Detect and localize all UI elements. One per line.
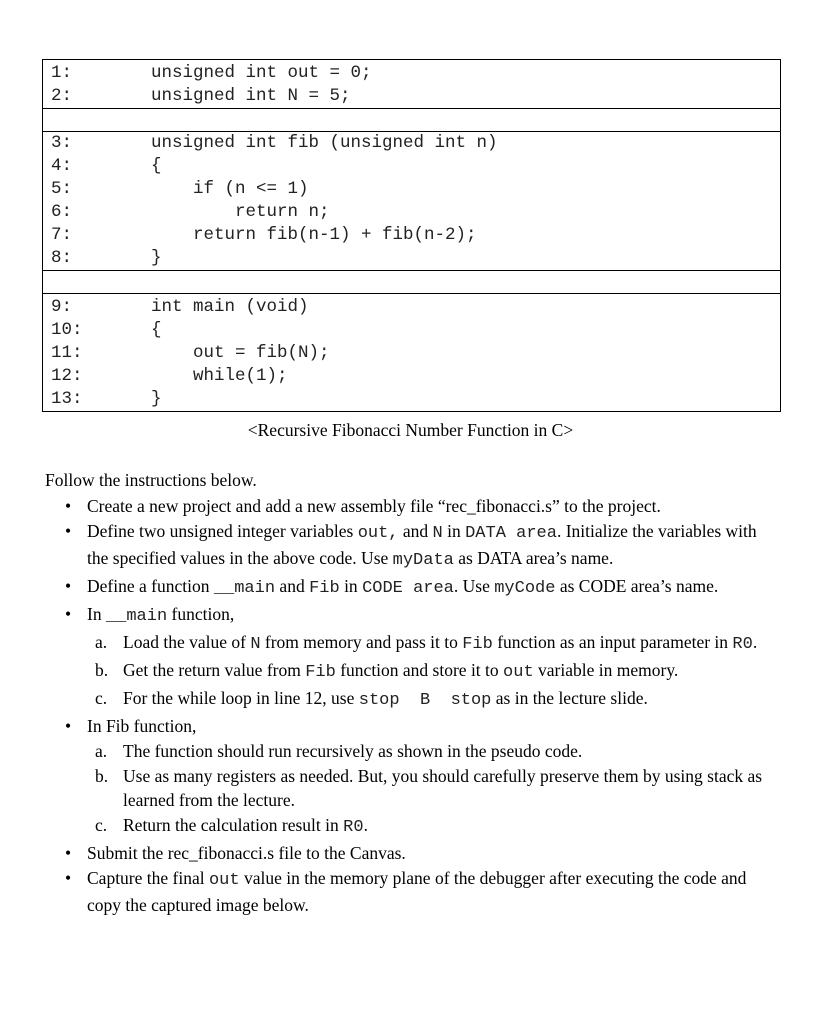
instruction-item: • Submit the rec_fibonacci.s file to the Canvas. xyxy=(65,843,406,863)
figure-caption: <Recursive Fibonacci Number Function in C> xyxy=(247,420,574,440)
instruction-item: • Define a function __main and Fib in CODE area. Use myCode as CODE area’s name. xyxy=(65,576,719,598)
instruction-item: • Define two unsigned integer variables out, and N in DATA area. Initialize the variables with the specified values in the above code. Use myData as DATA area’s name. xyxy=(65,521,757,570)
code-divider xyxy=(43,293,780,294)
code-divider xyxy=(43,270,780,271)
bullet-icon: • xyxy=(65,576,72,596)
instruction-subitem: a. Load the value of N from memory and pass it to Fib function as an input parameter in R0. xyxy=(95,632,758,654)
instruction-subitem: c. For the while loop in line 12, use stop B stop as in the lecture slide. xyxy=(95,688,648,710)
bullet-icon: • xyxy=(65,843,72,863)
instruction-item: • Capture the final out value in the memory plane of the debugger after executing the code and copy the captured image below. xyxy=(65,868,747,915)
instruction-item: • In __main function, xyxy=(65,604,235,626)
instruction-subitem: c. Return the calculation result in R0. xyxy=(95,815,368,837)
instruction-item: • Create a new project and add a new assembly file “rec_fibonacci.s” to the project. xyxy=(65,496,661,516)
bullet-icon: • xyxy=(65,716,72,736)
bullet-icon: • xyxy=(65,496,72,516)
bullet-icon: • xyxy=(65,521,72,541)
instructions-intro: Follow the instructions below. xyxy=(45,470,257,490)
instruction-list xyxy=(45,494,775,917)
code-divider xyxy=(43,108,780,109)
bullet-icon: • xyxy=(65,868,72,888)
code-listing: 1: unsigned int out = 0; 2: unsigned int N = 5; 3: unsigned int fib (unsigned int n) 4: { 5: if (n <= 1) 6: return n; 7: return fib(n-1) + fib(n-2); 8: } 9: int main (void) 10: { 11: out = fib(N); 12: while(1); 13: } xyxy=(42,59,781,412)
bullet-icon: • xyxy=(65,604,72,624)
instruction-subitem: b. Use as many registers as needed. But, you should carefully preserve them by using stack as learned from the lecture. xyxy=(95,766,763,810)
instruction-subitem: a. The function should run recursively as shown in the pseudo code. xyxy=(95,741,583,761)
instruction-subitem: b. Get the return value from Fib function and store it to out variable in memory. xyxy=(95,660,679,682)
instruction-item: • In Fib function, xyxy=(65,716,197,736)
